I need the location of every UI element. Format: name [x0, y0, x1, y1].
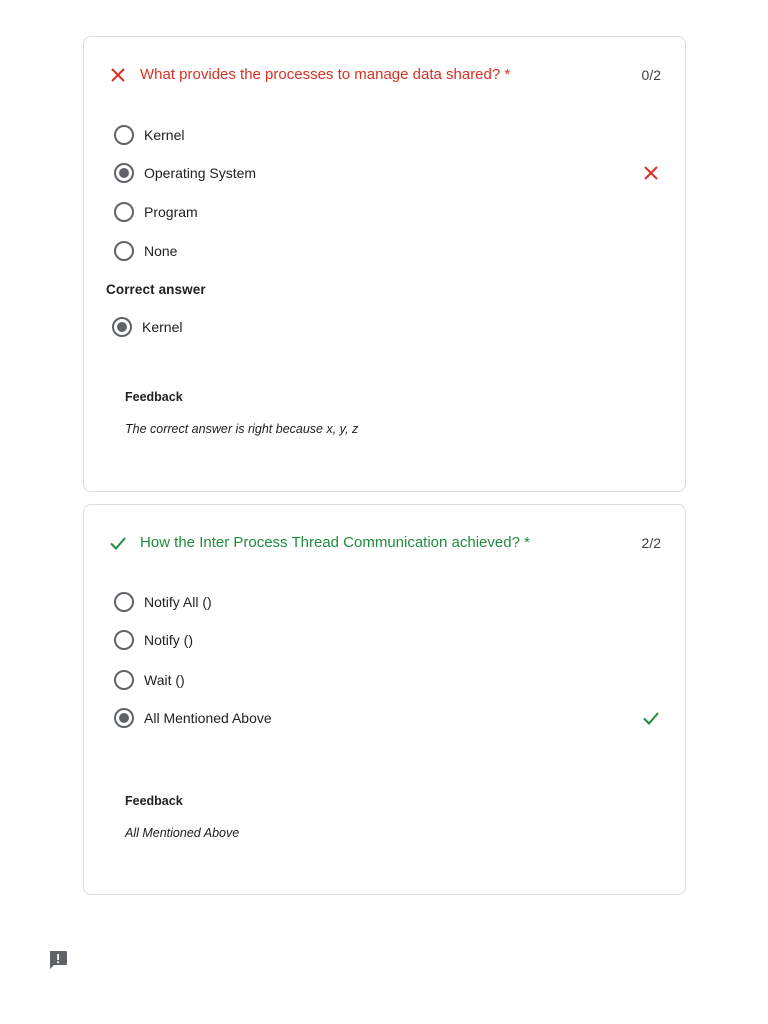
- radio-button-selected[interactable]: [114, 163, 134, 183]
- close-icon: [108, 65, 128, 85]
- close-icon: [641, 163, 661, 183]
- question-score: 2/2: [641, 535, 661, 551]
- correct-answer-label: Kernel: [142, 319, 183, 335]
- feedback-heading: Feedback: [125, 794, 183, 808]
- radio-button-selected: [112, 317, 132, 337]
- question-header: [108, 531, 661, 555]
- option-label: Notify (): [144, 632, 193, 648]
- radio-button[interactable]: [114, 241, 134, 261]
- option-label: None: [144, 243, 178, 259]
- question-title: How the Inter Process Thread Communication achieved? *: [140, 534, 530, 551]
- question-card-2: [83, 504, 686, 895]
- radio-button[interactable]: [114, 630, 134, 650]
- feedback-text: The correct answer is right because x, y, z: [125, 422, 359, 436]
- option-operating-system[interactable]: [114, 161, 661, 185]
- option-notify-all[interactable]: [114, 590, 661, 614]
- option-program[interactable]: [114, 200, 661, 224]
- option-label: Operating System: [144, 165, 257, 181]
- option-label: Notify All (): [144, 594, 212, 610]
- option-wait[interactable]: [114, 668, 661, 692]
- option-label: Kernel: [144, 127, 185, 143]
- option-label: Wait (): [144, 672, 185, 688]
- option-label: Program: [144, 204, 198, 220]
- question-title: What provides the processes to manage data shared? *: [140, 66, 511, 83]
- radio-button[interactable]: [114, 125, 134, 145]
- feedback-heading: Feedback: [125, 390, 183, 404]
- radio-button[interactable]: [114, 592, 134, 612]
- question-score: 0/2: [641, 67, 661, 83]
- radio-button[interactable]: [114, 202, 134, 222]
- question-header: [108, 63, 661, 87]
- option-all-mentioned-above[interactable]: [114, 706, 661, 730]
- option-kernel[interactable]: [114, 123, 661, 147]
- check-icon: [641, 708, 661, 728]
- correct-answer-option: [112, 315, 661, 339]
- check-icon: [108, 533, 128, 553]
- feedback-text: All Mentioned Above: [125, 826, 240, 840]
- correct-answer-heading: Correct answer: [106, 282, 206, 297]
- report-feedback-icon[interactable]: [47, 949, 69, 971]
- radio-button-selected[interactable]: [114, 708, 134, 728]
- option-none[interactable]: [114, 239, 661, 263]
- question-card-1: [83, 36, 686, 492]
- radio-button[interactable]: [114, 670, 134, 690]
- option-notify[interactable]: [114, 628, 661, 652]
- option-label: All Mentioned Above: [144, 710, 272, 726]
